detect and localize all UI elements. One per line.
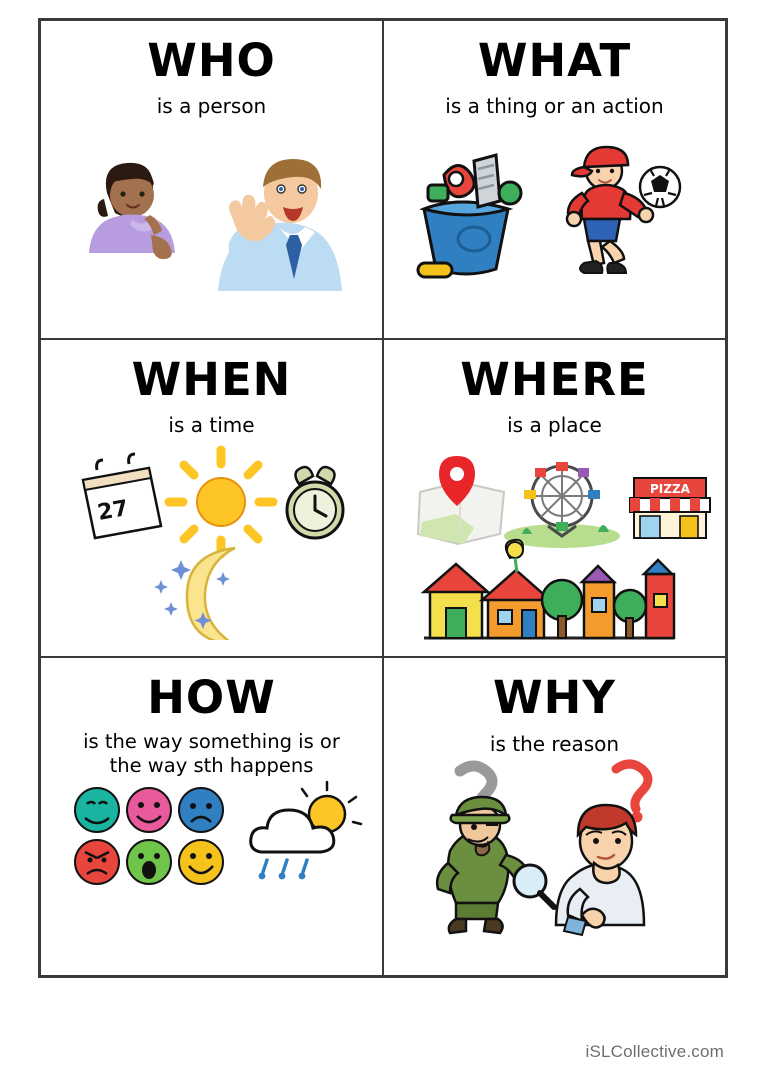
card-what — [383, 20, 726, 339]
pizza-shop — [630, 478, 710, 538]
girl-thinking — [556, 805, 644, 935]
woman-thinking — [89, 163, 175, 259]
card-subtitle: is a time — [168, 412, 255, 437]
two-people-illustration — [41, 119, 382, 337]
amusement-park — [504, 462, 620, 548]
clock — [287, 467, 343, 538]
card-when — [40, 339, 383, 658]
street-of-houses — [424, 540, 674, 638]
detective-and-thinking-girl-illustration — [384, 757, 725, 975]
moon-with-stars — [154, 548, 235, 640]
man-talking — [218, 159, 342, 291]
pizza-sign-text: PIZZA — [650, 481, 690, 496]
emotions-and-weather-illustration — [41, 778, 382, 975]
card-title: WHERE — [460, 352, 649, 406]
calendar — [83, 454, 161, 538]
toys-and-boy-playing-soccer-illustration — [384, 119, 725, 337]
detective-with-magnifier — [437, 797, 554, 933]
card-title: WHEN — [131, 352, 292, 406]
map-pin — [418, 456, 504, 544]
card-subtitle: is the reason — [489, 731, 620, 756]
card-where — [383, 339, 726, 658]
card-subtitle-line1: is the way something is or — [83, 729, 340, 753]
card-title: HOW — [147, 671, 276, 725]
card-subtitle-line2: the way sth happens — [109, 753, 314, 777]
card-title: WHAT — [477, 34, 632, 87]
calendar-day-number: 27 — [95, 495, 131, 526]
card-subtitle: is a person — [156, 94, 267, 119]
toy-box — [418, 155, 521, 277]
time-illustration — [41, 438, 382, 656]
site-credit: iSLCollective.com — [585, 1042, 724, 1061]
places-illustration — [384, 438, 725, 656]
sun-behind-rain-cloud — [251, 782, 361, 879]
card-title: WHO — [147, 34, 276, 87]
card-who — [40, 20, 383, 339]
card-how — [40, 657, 383, 976]
worksheet-grid — [38, 18, 728, 978]
sun — [169, 450, 273, 554]
card-subtitle: is a thing or an action — [445, 94, 664, 119]
card-subtitle: is a place — [507, 412, 602, 437]
card-title: WHY — [493, 671, 616, 725]
boy-kicking-soccer-ball — [567, 147, 680, 273]
emoji-grid — [75, 788, 223, 884]
card-why — [383, 657, 726, 976]
